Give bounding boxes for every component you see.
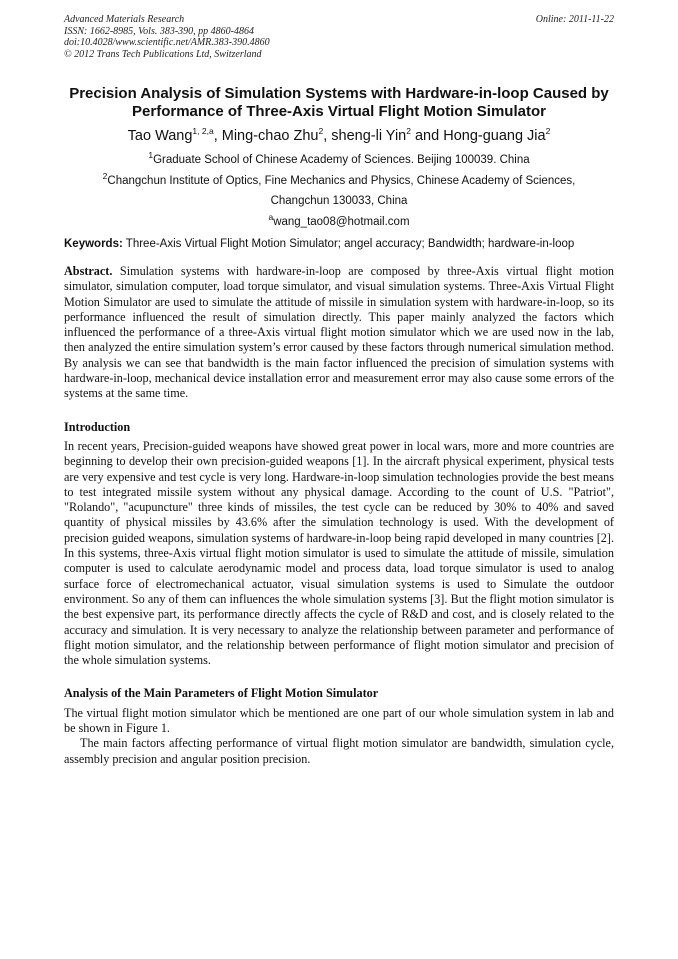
author-affiliation-mark: 2 (318, 126, 324, 137)
journal-info (64, 14, 614, 60)
parameters-paragraph-2: The main factors affecting performance of virtual flight motion simulator are bandwidth, simulation cycle, assembly precision and angular position precision. (64, 736, 614, 766)
doi-line: doi:10.4028/www.scientific.net/AMR.383-390.4860 (64, 37, 270, 48)
section-heading-parameters: Analysis of the Main Parameters of Flight Motion Simulator (64, 686, 379, 701)
paper-title: Precision Analysis of Simulation Systems with Hardware-in-loop Caused by Performance of Three-Axis Virtual Flight Motion Simulator (69, 85, 609, 120)
parameters-paragraph-1: The virtual flight motion simulator which be mentioned are one part of our whole simulation system in lab and be shown in Figure 1. (64, 705, 614, 736)
keywords-label: Keywords: (64, 238, 123, 250)
paper-page (64, 14, 614, 767)
affiliation-mark: 1 (148, 150, 154, 161)
author-name: Ming-chao Zhu (221, 128, 319, 144)
issn-line: ISSN: 1662-8985, Vols. 383-390, pp 4860-4864 (64, 25, 254, 37)
affiliation-2-city: Changchun 130033, China (270, 195, 408, 207)
author-name: sheng-li Yin (331, 128, 407, 144)
contact-email (64, 212, 614, 233)
author-separator: , (213, 128, 222, 144)
journal-name: Advanced Materials Research (64, 14, 185, 25)
journal-header (64, 14, 614, 64)
affiliation-1 (64, 150, 614, 171)
author-name: Hong-guang Jia (443, 128, 546, 144)
author-affiliation-mark: 2 (545, 126, 551, 137)
affiliation-2 (64, 171, 614, 192)
affiliation-text: Graduate School of Chinese Academy of Sciences. Beijing 100039. China (153, 154, 530, 166)
email-mark: a (268, 211, 274, 222)
keywords-text: Three-Axis Virtual Flight Motion Simulator; angel accuracy; Bandwidth; hardware-in-loop (125, 238, 575, 250)
author-separator: and (410, 128, 444, 144)
section-heading-introduction: Introduction (64, 419, 131, 434)
affiliation-mark: 2 (102, 170, 108, 181)
author-name: Tao Wang (127, 128, 193, 144)
abstract (64, 264, 614, 402)
abstract-text: Simulation systems with hardware-in-loop are composed by three-Axis virtual flight motion simulator, simulation computer, load torque simulator, and visual simulation systems. Three-Axis Virtual Flight Motion Simulator are used to simulate the attitude of missile in simulation system with hardware-in-loop, so its performance influenced the result of simulation directly. This paper mainly analyzed the factors which influenced the performance of a three-Axis virtual flight motion simulator which we are used now in the lab, then analyzed the entire simulation system’s error caused by these factors through numerical simulation method. By analysis we can see that bandwidth is the main factor influenced the precision of simulation systems with hardware-in-loop, mechanical device installation error and measurement error may also cause some errors of the systems at the same time. (64, 264, 615, 401)
copyright-line: © 2012 Trans Tech Publications Ltd, Switzerland (64, 48, 262, 60)
author-affiliation-mark: 1, 2,a (192, 126, 214, 137)
email-address: wang_tao08@hotmail.com (273, 215, 410, 228)
keywords (64, 237, 614, 252)
affiliation-text: Changchun Institute of Optics, Fine Mechanics and Physics, Chinese Academy of Sciences, (107, 174, 576, 187)
author-affiliation-mark: 2 (406, 126, 411, 137)
online-date: Online: 2011-11-22 (535, 14, 614, 25)
introduction-paragraph: In recent years, Precision-guided weapons have showed great power in local wars, more and more countries are beginning to develop their own precision-guided weapons [1]. In the aircraft physical experiment, physical tests are very expensive and test cycle is very long. Hardware-in-loop simulation technologies provide the best means to test integrated missile system without any physical damage. According to the count of U.S. "Patriot", "Rolando", "acupuncture" three kinds of missiles, the test cycle can be reduced by 30% to 40% and saved quantity of physical missiles by 43.6% after the simulation technology is used. With the development of precision guided weapons, simulation systems of hardware-in-loop being rapid developed in many countries [2]. In this systems, three-Axis virtual flight motion simulator is used to simulate the attitude of missile, simulation computer is used to calculate aerodynamic model and process data, load torque simulator is used to analog surface force of electromechanical actuator, visual simulation systems is used to Simulate the outdoor environment. So any of them can influences the whole simulation systems [3]. But the flight motion simulator is the best expensive part, its performance directly affects the cycle of R&D and cost, and is closely related to the accuracy and simulation. It is very necessary to analyze the relationship between parameter and performance of flight motion simulator, and the relationship between performance of flight motion simulator and precision of the whole simulation systems. (64, 438, 614, 668)
author-list (64, 127, 614, 145)
abstract-label: Abstract. (64, 264, 113, 278)
author-separator: , (323, 128, 332, 144)
